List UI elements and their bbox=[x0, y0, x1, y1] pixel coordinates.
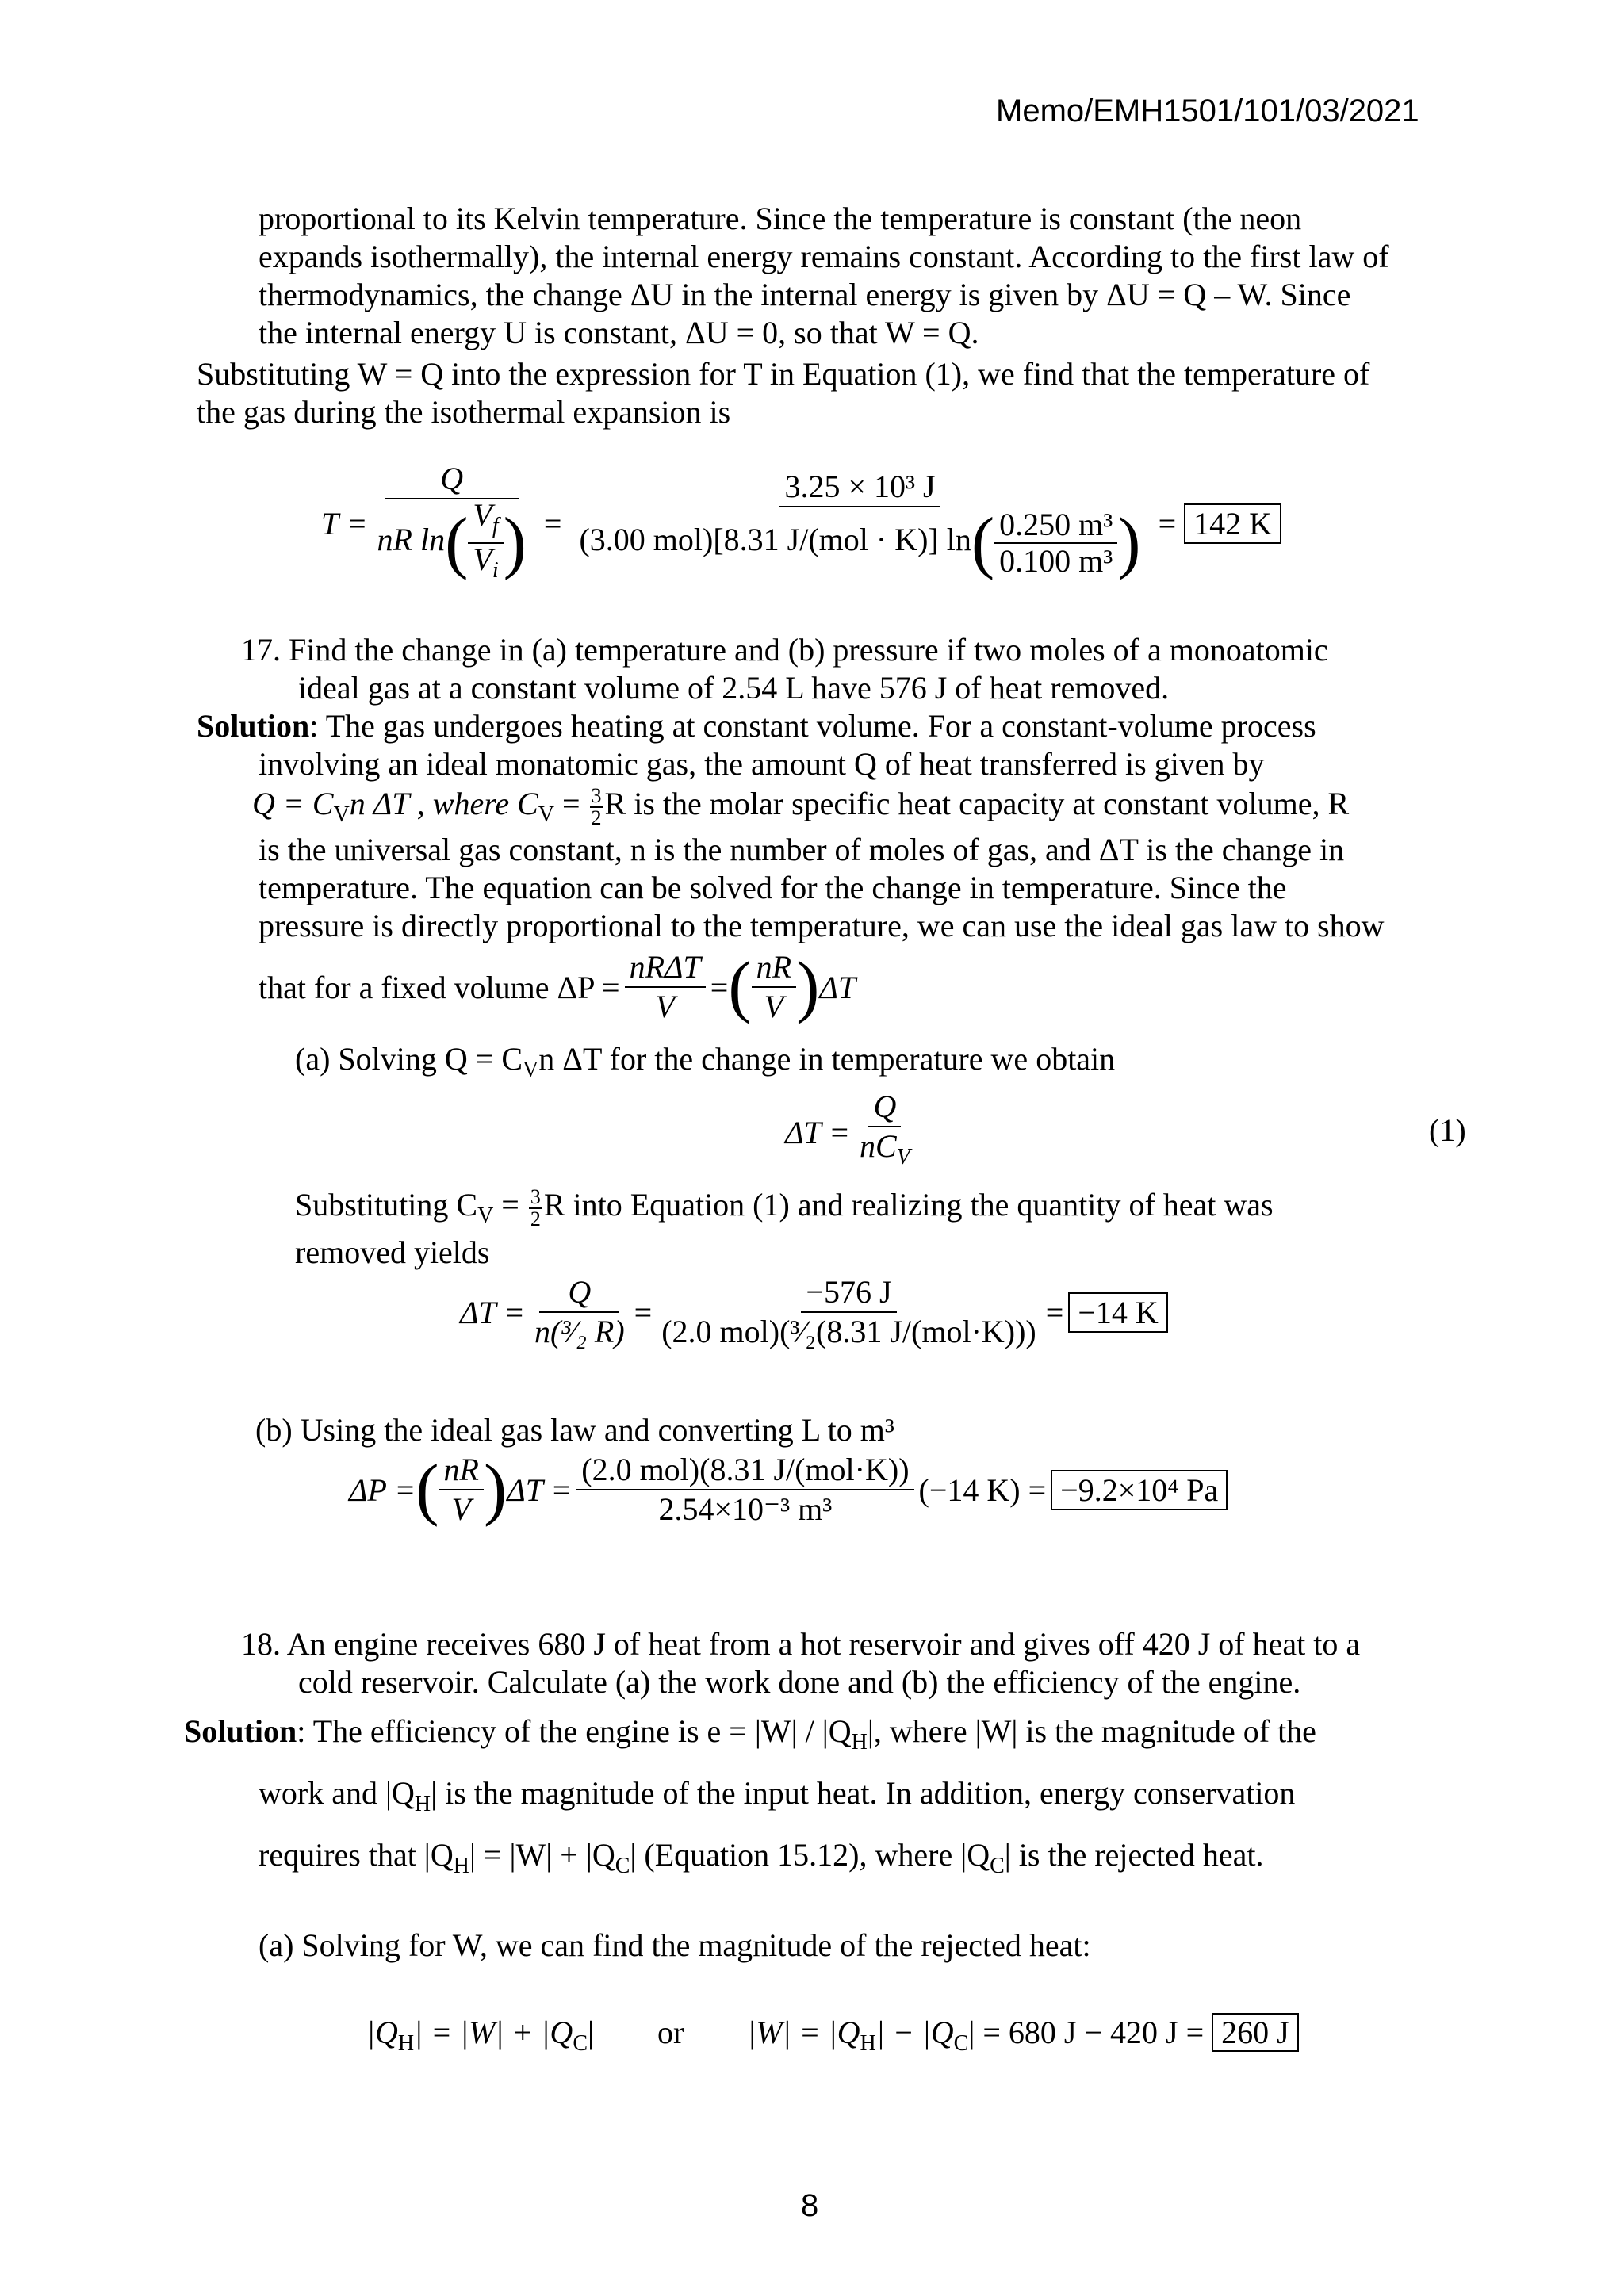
q18-ea-lb: | = |W| + |Q bbox=[414, 2015, 573, 2050]
q17-eq2-frac2 bbox=[657, 1273, 1041, 1351]
q17-solution-line-2: involving an ideal monatomic gas, the amount Q of heat transferred is given by bbox=[259, 746, 1265, 782]
eq-iso-frac1-num: Q bbox=[385, 460, 519, 499]
q18-s3d: | is the rejected heat. bbox=[1004, 1837, 1264, 1873]
memo-header: Memo/EMH1501/101/03/2021 bbox=[996, 94, 1419, 128]
q17-eq1-den-sub: V bbox=[896, 1145, 910, 1169]
q18-solution-line-1 bbox=[184, 1712, 1316, 1762]
q17-eq1-num: Q bbox=[868, 1088, 901, 1127]
q17-eq3-v: V bbox=[451, 1491, 471, 1527]
q17-eq3-num: (2.0 mol)(8.31 J/(mol·K)) bbox=[576, 1451, 914, 1490]
q17-fv-den: V bbox=[655, 989, 675, 1024]
q18-s2b: | is the magnitude of the input heat. In addition, energy conservation bbox=[431, 1775, 1296, 1811]
q17-fv-nr: nR bbox=[752, 948, 796, 988]
q17-eq3-dt: ΔT = bbox=[507, 1471, 573, 1508]
q18-solution-line-3 bbox=[259, 1836, 1264, 1885]
q17-solution-line-3 bbox=[252, 785, 1349, 834]
q18-part-a-text: (a) Solving for W, we can find the magnitude of the rejected heat: bbox=[259, 1927, 1091, 1963]
intro-line-2: expands isothermally), the internal energy remains constant. According to the first law of bbox=[259, 239, 1389, 274]
q17-eq1-label: (1) bbox=[1429, 1112, 1466, 1148]
q17-su-d: R into Equation (1) and realizing the quantity of heat was bbox=[543, 1187, 1274, 1223]
subst-line-1: Substituting W = Q into the expression for T in Equation (1), we find that the temperature of bbox=[197, 356, 1370, 392]
q17-eq3-nr: nR bbox=[439, 1451, 484, 1490]
q17-su-three: 3 bbox=[530, 1184, 541, 1208]
eq-iso-vf-sub: f bbox=[492, 514, 499, 538]
q17-fv-frac bbox=[625, 948, 706, 1026]
q17-eq1-frac bbox=[855, 1088, 915, 1177]
q17-pa-c: n ΔT for the change in temperature we obtain bbox=[538, 1041, 1116, 1077]
q17-s3b: V bbox=[333, 802, 350, 827]
q17-pa-a: (a) Solving Q = C bbox=[295, 1041, 523, 1077]
q18-ea-rb: | − |Q bbox=[875, 2015, 954, 2050]
q18-s2-sub: H bbox=[414, 1792, 431, 1816]
eq-iso-vf: V bbox=[473, 497, 492, 533]
q17-two: 2 bbox=[591, 806, 602, 829]
q17-eq3-lhs: ΔP = bbox=[349, 1471, 416, 1508]
q18-ea-ra: |W| = |Q bbox=[747, 2015, 860, 2050]
eq-iso-ratio-den: 0.100 m³ bbox=[999, 543, 1113, 579]
q17-eq3-mult: (−14 K) = bbox=[918, 1471, 1047, 1508]
q17-su-a: Substituting C bbox=[295, 1187, 478, 1223]
q18-s1b: |, where |W| is the magnitude of the bbox=[867, 1713, 1316, 1749]
q18-ea-sub4: C bbox=[953, 2031, 969, 2056]
q18-s3a: requires that |Q bbox=[259, 1837, 454, 1873]
q17-su-three-halves bbox=[529, 1184, 542, 1230]
subst-line-2: the gas during the isothermal expansion is bbox=[197, 394, 731, 430]
eq-iso-frac2-den-text: (3.00 mol)[8.31 J/(mol · K)] ln bbox=[579, 522, 971, 558]
q18-s3-sub1: H bbox=[453, 1854, 469, 1878]
q17-eq3-den: 2.54×10⁻³ m³ bbox=[658, 1491, 833, 1527]
q17-solution-line-4: is the universal gas constant, n is the number of moles of gas, and ΔT is the change in bbox=[259, 832, 1345, 867]
q17-s3a: Q = C bbox=[252, 786, 334, 821]
intro-line-1: proportional to its Kelvin temperature. Since the temperature is constant (the neon bbox=[259, 201, 1302, 236]
q17-fixed-volume-text: that for a fixed volume ΔP = bbox=[259, 969, 620, 1005]
q17-s3e: = bbox=[553, 786, 588, 821]
eq-iso-frac1-den: nR ln( $\frac{V_f}{V_i}$ ) bbox=[377, 497, 527, 583]
q18-ea-sub2: C bbox=[573, 2031, 588, 2056]
q18-s3-sub2: C bbox=[615, 1854, 630, 1878]
q17-fv-dt: ΔT bbox=[819, 969, 856, 1005]
q17-eq1-den: nC bbox=[860, 1128, 897, 1164]
q17-line-2: ideal gas at a constant volume of 2.54 L have 576 J of heat removed. bbox=[298, 670, 1170, 706]
q17-solution-line-5: temperature. The equation can be solved for the change in temperature. Since the bbox=[259, 870, 1287, 905]
q17-su-c: = bbox=[493, 1187, 527, 1223]
q18-s1: : The efficiency of the engine is e = |W| / |Q bbox=[297, 1713, 852, 1749]
eq-iso-nrln: nR ln bbox=[377, 522, 446, 558]
q18-line-1: 18. An engine receives 680 J of heat from a hot reservoir and gives off 420 J of heat to a bbox=[241, 1626, 1361, 1662]
q17-subst-line-2: removed yields bbox=[295, 1234, 490, 1270]
q18-ea-rc: | = 680 J − 420 J = bbox=[968, 2015, 1205, 2050]
q17-eq2-num: Q bbox=[539, 1273, 619, 1313]
q17-fixed-volume-eq: that for a fixed volume ΔP = $\frac{\text{nRΔT}}{V}$ = ( $\frac{nR}{V}$ ) ΔT bbox=[259, 948, 856, 1025]
q18-solution-label: Solution bbox=[184, 1713, 297, 1749]
q17-eq2-lhs: ΔT = bbox=[460, 1294, 525, 1330]
q17-solution-line-1 bbox=[197, 707, 1316, 745]
q17-part-a-text bbox=[295, 1040, 1115, 1089]
q18-solution-line-2 bbox=[259, 1774, 1295, 1823]
q17-eq1 bbox=[785, 1088, 920, 1177]
eq-iso-vi: V bbox=[473, 541, 492, 577]
q17-eq3: ΔP = ( $\frac{nR}{V}$ ) ΔT = $\frac{\text{(2.0 mol)(8.31 J/(mol·K))}}{\text{2.54×10⁻³ m³}}$ (−14 K) = −9.2×10⁴ Pa bbox=[349, 1451, 1228, 1529]
q17-three: 3 bbox=[591, 783, 602, 807]
q17-eq3-frac bbox=[576, 1451, 914, 1529]
eq-iso-frac2-num: 3.25 × 10³ J bbox=[779, 468, 940, 507]
eq-iso-ratio-num: 0.250 m³ bbox=[994, 507, 1117, 544]
q18-ea-la: |Q bbox=[366, 2015, 398, 2050]
q18-ea-or: or bbox=[657, 2015, 684, 2050]
q17-fv-num: nRΔT bbox=[625, 948, 706, 988]
q17-s3c: n ΔT , where C bbox=[349, 786, 538, 821]
q17-eq2-result: −14 K bbox=[1068, 1292, 1167, 1333]
q17-three-halves bbox=[590, 783, 603, 829]
q17-line-1: 17. Find the change in (a) temperature and (b) pressure if two moles of a monoatomic bbox=[241, 632, 1328, 668]
q17-subst-line bbox=[295, 1186, 1274, 1235]
q17-solution-text-1: : The gas undergoes heating at constant volume. For a constant-volume process bbox=[309, 708, 1316, 744]
q17-eq2-num2: −576 J bbox=[801, 1273, 896, 1313]
intro-line-3: thermodynamics, the change ΔU in the internal energy is given by ΔU = Q – W. Since bbox=[259, 277, 1351, 312]
q18-s3-sub3: C bbox=[990, 1854, 1005, 1878]
q18-eq-a bbox=[366, 2014, 1299, 2063]
q18-s2a: work and |Q bbox=[259, 1775, 415, 1811]
q17-pa-b: V bbox=[523, 1058, 539, 1082]
page-number: 8 bbox=[801, 2188, 819, 2223]
eq-iso-lhs: T = bbox=[321, 505, 368, 541]
q17-fv-v2: V bbox=[764, 989, 784, 1024]
eq-iso-frac2-den: (3.00 mol)[8.31 J/(mol · K)] ln( $\frac{\text{0.250 m³}}{\text{0.100 m³}}$ ) bbox=[579, 504, 1141, 581]
q17-su-two: 2 bbox=[530, 1207, 541, 1230]
q18-ea-sub1: H bbox=[397, 2031, 415, 2056]
q18-s3b: | = |W| + |Q bbox=[469, 1837, 615, 1873]
q18-ea-result: 260 J bbox=[1212, 2013, 1299, 2052]
q18-ea-lc: | bbox=[588, 2015, 595, 2050]
q17-solution-label: Solution bbox=[197, 708, 310, 744]
eq-iso-vi-sub: i bbox=[492, 558, 499, 583]
q17-eq2: ΔT = $\frac{Q}{\text{n(³⁄₂ R)}}$ = $\frac{-576 J}{\text{(2.0 mol)(³⁄₂(8.31 J/(mol·K)))}}$ = −14 K bbox=[460, 1273, 1168, 1351]
eq-iso-result: 142 K bbox=[1184, 503, 1281, 544]
eq-iso-frac1 bbox=[373, 460, 531, 587]
eq-iso-frac2 bbox=[574, 468, 1145, 579]
q18-ea-sub3: H bbox=[860, 2031, 876, 2056]
q18-s1-sub: H bbox=[851, 1730, 868, 1755]
eq-isothermal: T = Q nR ln( $\frac{V_f}{V_i}$ ) = 3.25 × 10³ J (3.00 mol)[8.31 J/(mol · K)] ln( $\frac{\text{0.250 m³}}{\text{0.100 m³}}$ ) = 142 K bbox=[321, 460, 1281, 587]
q17-su-b: V bbox=[477, 1203, 494, 1228]
q17-eq2-den2: (2.0 mol)(³⁄₂(8.31 J/(mol·K))) bbox=[661, 1314, 1036, 1349]
q17-eq2-den: n(³⁄₂ R) bbox=[534, 1314, 625, 1349]
q17-s3f: R is the molar specific heat capacity at constant volume, R bbox=[604, 786, 1350, 821]
q17-eq2-frac1 bbox=[530, 1273, 630, 1351]
q17-solution-line-6: pressure is directly proportional to the temperature, we can use the ideal gas law to show bbox=[259, 908, 1385, 943]
q17-part-b-text: (b) Using the ideal gas law and converting L to m³ bbox=[255, 1412, 894, 1448]
q17-eq3-result: −9.2×10⁴ Pa bbox=[1051, 1470, 1228, 1510]
q18-s3c: | (Equation 15.12), where |Q bbox=[630, 1837, 990, 1873]
q18-line-2: cold reservoir. Calculate (a) the work done and (b) the efficiency of the engine. bbox=[298, 1664, 1301, 1700]
q17-s3d: V bbox=[538, 802, 554, 827]
q17-eq1-lhs: ΔT = bbox=[785, 1114, 850, 1150]
intro-line-4: the internal energy U is constant, ΔU = 0, so that W = Q. bbox=[259, 315, 979, 350]
